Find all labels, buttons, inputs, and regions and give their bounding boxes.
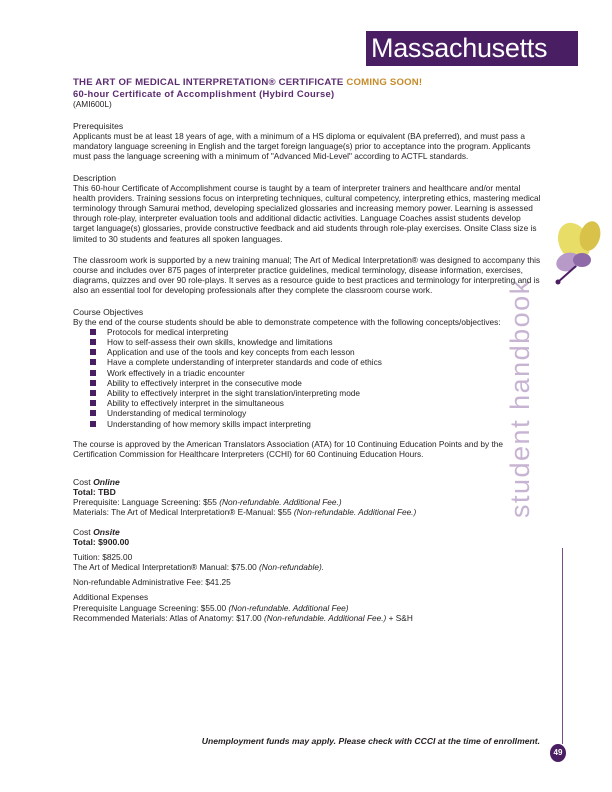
description-text-1: This 60-hour Certificate of Accomplishment course is taught by a team of interpreter trainers and healthcare and/or mental health providers. Training sessions focus on interpreting techniques, cultural competency, interpreting ethics, mastering medical terminology through Samurai method, developing specialized glossaries and increasing memory power. Learning is assessed through role-play, interpreter evaluation tools and additional didactic activities. Language Coaches assist students develop target language(s) glossaries, provide constructive feedback and aid students through role-play exercises. Onsite Class size is limited to 30 students and features all spoken languages. <box>73 182 541 244</box>
description-text-2: The classroom work is supported by a new training manual; The Art of Medical Interpretation® was designed to accompany this course and includes over 875 pages of interpreter practice guidelines, medical terminology, disease information, exercises, diagrams, quizzes and over 90 role-plays. It serves as a resource guide to best practices and terminology for interpreting and is also an essential tool for developing professionals after they complete the classroom course work. <box>73 254 541 296</box>
bullet-icon <box>90 339 96 345</box>
course-title <box>73 77 543 88</box>
bullet-icon <box>90 390 96 396</box>
objectives-intro: By the end of the course students should be able to demonstrate competence with the following concepts/objectives: <box>73 316 501 327</box>
course-code: (AMI600L) <box>73 99 112 109</box>
bullet-icon <box>90 380 96 386</box>
online-mode: Online <box>93 477 120 488</box>
onsite-total: Total: $900.00 <box>73 536 130 547</box>
online-prereq: Prerequisite: Language Screening: $55 (Non-refundable. Additional Fee.) <box>73 497 342 508</box>
cost-onsite-label: Cost Onsite <box>73 526 120 537</box>
vertical-rule <box>562 548 563 744</box>
online-total: Total: TBD <box>73 487 116 498</box>
list-item: Understanding of medical terminology <box>90 408 543 418</box>
list-item: Understanding of how memory skills impact interpreting <box>90 419 543 429</box>
butterfly-icon <box>552 220 608 290</box>
description-heading: Description <box>73 172 116 183</box>
onsite-admin-fee: Non-refundable Administrative Fee: $41.25 <box>73 577 231 588</box>
list-item: Work effectively in a triadic encounter <box>90 368 543 378</box>
bullet-icon <box>90 370 96 376</box>
additional-materials: Recommended Materials: Atlas of Anatomy: $17.00 (Non-refundable. Additional Fee.) + S&H <box>73 612 413 623</box>
onsite-tuition: Tuition: $825.00 <box>73 551 133 562</box>
list-item: Application and use of the tools and key concepts from each lesson <box>90 347 543 357</box>
onsite-manual: The Art of Medical Interpretation® Manual: $75.00 (Non-refundable). <box>73 561 325 572</box>
online-materials: Materials: The Art of Medical Interpretation® E-Manual: $55 (Non-refundable. Additional Fee.) <box>73 507 417 518</box>
list-item: Ability to effectively interpret in the consecutive mode <box>90 378 543 388</box>
course-title-text: THE ART OF MEDICAL INTERPRETATION® CERTIFICATE <box>73 77 344 88</box>
side-label: student handbook <box>504 279 535 518</box>
prerequisites-text: Applicants must be at least 18 years of age, with a minimum of a HS diploma or equivalent (BA preferred), and must pass a mandatory language screening in English and the target foreign language(s) prior to acceptance into the program. Applicants must pass the language screening with a minimum of "Advanced Mid-Level" according to ACTFL standards. <box>73 131 531 162</box>
page-number: 49 <box>550 744 566 762</box>
cost-online-label: Cost Online <box>73 477 120 488</box>
list-item: Ability to effectively interpret in the simultaneous <box>90 398 543 408</box>
bullet-icon <box>90 359 96 365</box>
onsite-mode: Onsite <box>93 526 120 537</box>
course-subtitle: 60-hour Certificate of Accomplishment (Hybird Course) <box>73 88 335 99</box>
bullet-icon <box>90 329 96 335</box>
list-item: Protocols for medical interpreting <box>90 327 543 337</box>
bullet-icon <box>90 400 96 406</box>
list-item: Ability to effectively interpret in the sight translation/interpreting mode <box>90 388 543 398</box>
coming-soon-label: COMING SOON! <box>346 77 423 88</box>
prerequisites-heading: Prerequisites <box>73 121 124 131</box>
footer-note: Unemployment funds may apply. Please check with CCCI at the time of enrollment. <box>201 736 540 746</box>
bullet-icon <box>90 349 96 355</box>
additional-heading: Additional Expenses <box>73 592 149 603</box>
state-banner: Massachusetts <box>366 31 578 66</box>
accreditation-text: The course is approved by the American Translators Association (ATA) for 10 Continuing Education Points and by the Certification Commission for Healthcare Interpreters (CCHI) for 60 Continuing Education Hours. <box>73 438 503 460</box>
list-item: Have a complete understanding of interpreter standards and code of ethics <box>90 357 543 367</box>
bullet-icon <box>90 410 96 416</box>
objectives-list <box>73 327 543 429</box>
bullet-icon <box>90 421 96 427</box>
objectives-heading: Course Objectives <box>73 306 144 317</box>
course-section <box>73 77 543 623</box>
additional-prereq: Prerequisite Language Screening: $55.00 (Non-refundable. Additional Fee) <box>73 602 349 613</box>
list-item: How to self-assess their own skills, knowledge and limitations <box>90 337 543 347</box>
